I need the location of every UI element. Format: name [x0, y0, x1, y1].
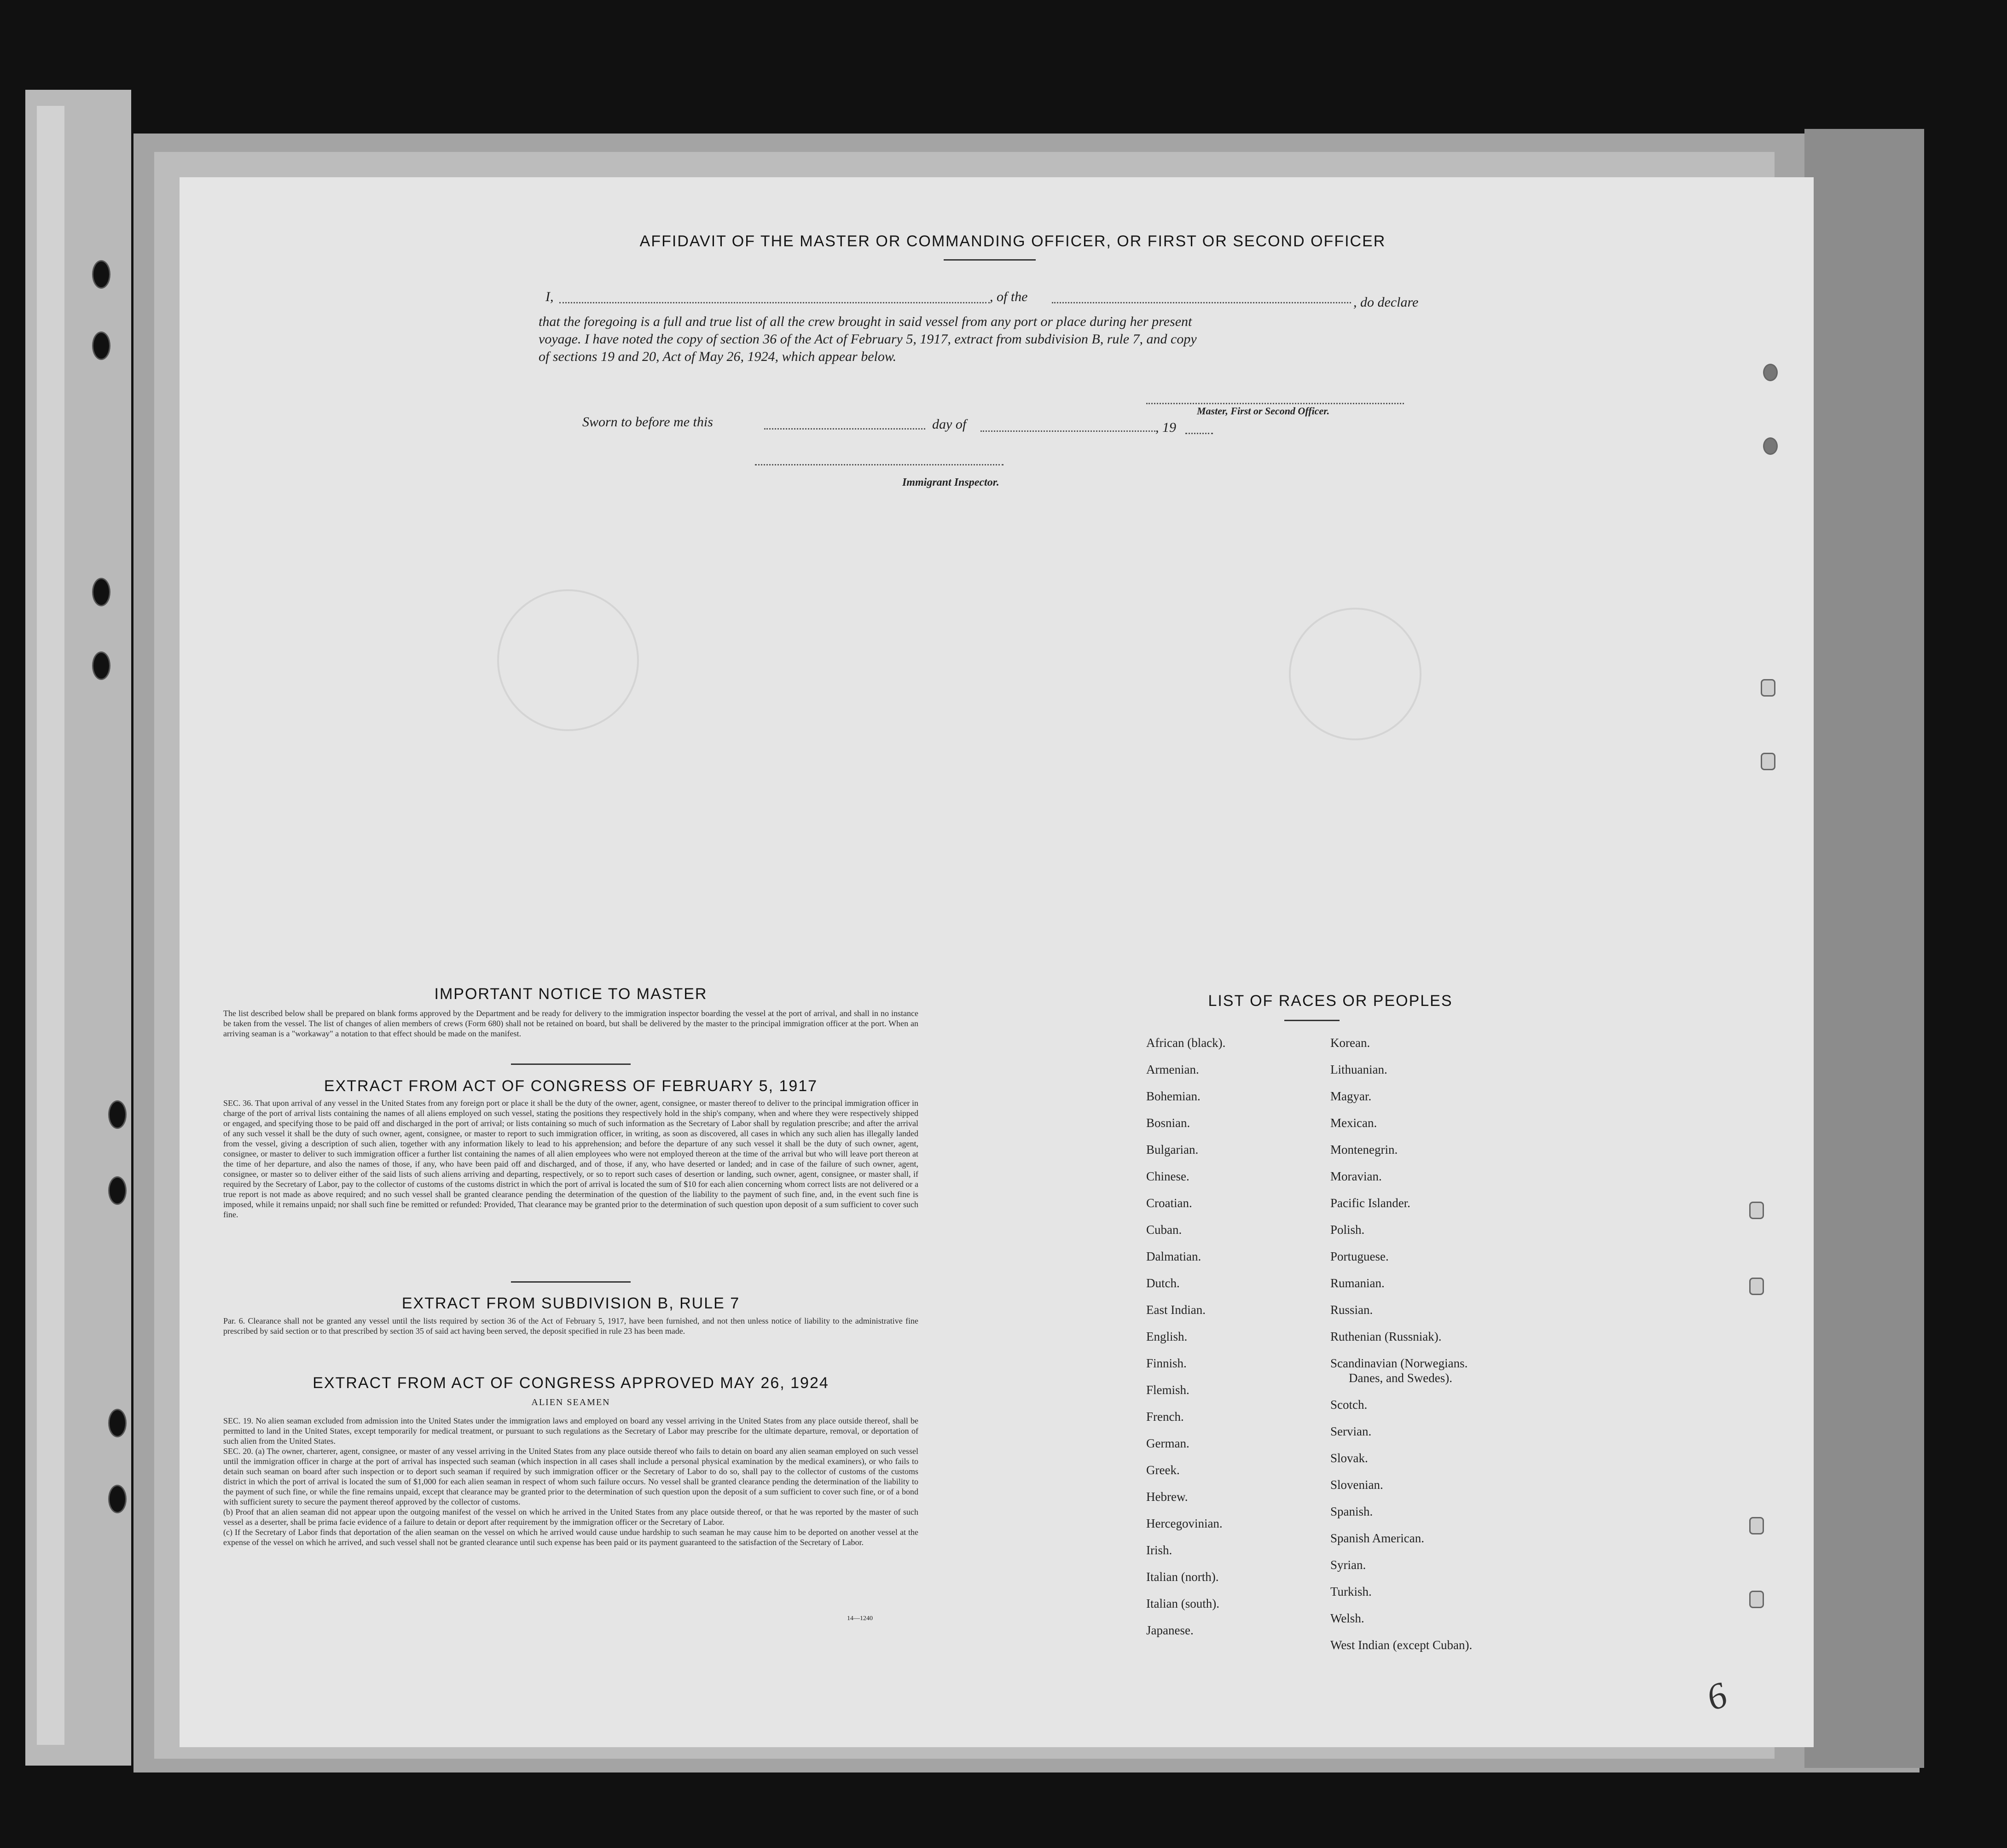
year-text: , 19 — [1155, 420, 1176, 435]
race-item: Japanese. — [1146, 1623, 1194, 1637]
race-item: Italian (south). — [1146, 1597, 1219, 1610]
year-line — [1185, 433, 1213, 434]
page-tab — [1749, 1591, 1764, 1608]
race-item: Greek. — [1146, 1463, 1180, 1477]
race-item: Irish. — [1146, 1543, 1172, 1557]
race-item: West Indian (except Cuban). — [1330, 1638, 1473, 1652]
affidavit-do-declare: , do declare — [1353, 295, 1419, 310]
race-item: Portuguese. — [1330, 1249, 1389, 1263]
section-20c: (c) If the Secretary of Labor finds that deportation of the alien seaman on the vessel on which he arrived would cause undue hardship to such seaman he may cause him to be deported on another vessel at the expense of the vessel on which he arrived, and such vessel shall not be granted clearance until such expense has been paid or its payment guaranteed to the satisfaction of the Secretary of Labor. — [223, 1528, 918, 1547]
binder-hole — [92, 331, 110, 360]
race-item: Danes, and Swedes). — [1349, 1371, 1452, 1385]
section-20a: SEC. 20. (a) The owner, charterer, agent, consignee, or master of any vessel arriving in the United States from any place outside thereof who fails to detain on board any alien seaman employed on such vessel until the immigration officer in charge at the port of arrival has inspected such seaman (which inspection in all cases shall include a personal physical examination by the medical examiners), or who fails to detain such seaman on board after such inspection or to deport such seaman if required by such immigration officer or the Secretary of Labor to do so, shall pay to the collector of customs of the customs district in which the port of arrival is located the sum of $1,000 for each alien seaman in respect of whom such failure occurs. No vessel shall be granted clearance pending the determination of the liability to the payment of such fine, or while the fine remains unpaid, except that clearance may be granted prior to the determination of such question upon the deposit of a sum sufficient to cover such fine, or of a bond with sufficient surety to secure the payment thereof approved by the collector of customs. — [223, 1447, 918, 1506]
page-tab — [1761, 753, 1775, 770]
subdivision-b-title: EXTRACT FROM SUBDIVISION B, RULE 7 — [401, 1295, 740, 1312]
race-item: Korean. — [1330, 1036, 1370, 1050]
race-item: Mexican. — [1330, 1116, 1377, 1130]
race-item: East Indian. — [1146, 1303, 1206, 1317]
race-item: Pacific Islander. — [1330, 1196, 1410, 1210]
race-item: Lithuanian. — [1330, 1063, 1387, 1076]
race-item: Rumanian. — [1330, 1276, 1385, 1290]
section-rule — [511, 1063, 631, 1065]
race-item: German. — [1146, 1436, 1189, 1450]
sworn-text: Sworn to before me this — [582, 414, 713, 430]
race-item: Bosnian. — [1146, 1116, 1190, 1130]
race-item: Scotch. — [1330, 1398, 1368, 1412]
race-item: Dalmatian. — [1146, 1249, 1201, 1263]
race-item: Italian (north). — [1146, 1570, 1219, 1584]
affidavit-i: I, — [545, 289, 554, 304]
race-item: Bulgarian. — [1146, 1143, 1199, 1156]
extract-1924-subtitle: ALIEN SEAMEN — [531, 1397, 610, 1407]
master-signature-label: Master, First or Second Officer. — [1197, 405, 1330, 417]
race-item: Spanish American. — [1330, 1531, 1424, 1545]
race-item: Slovak. — [1330, 1451, 1368, 1465]
races-right-column — [1330, 1036, 1472, 1665]
race-item: Syrian. — [1330, 1558, 1366, 1572]
extract-1917-body: SEC. 36. That upon arrival of any vessel in the United States from any foreign port or place it shall be the duty of the owner, agent, consignee, or master thereof to deliver to the principal immigration officer in charge of the port of arrival lists containing the names of all aliens employed on such vessel, stating the positions they respectively hold in the ship's company, when and where they were respectively shipped or engaged, and specifying those to be paid off and discharged in the port of arrival; or lists containing so much of such information as the Secretary of Labor shall by regulation prescribe; and after the arrival of any such vessel it shall be the duty of such owner, agent, consignee, or master to report to such immigration officer, in writing, as soon as discovered, all cases in which any such alien has illegally landed from the vessel, giving a description of such alien, together with any information likely to lead to his apprehension; and before the departure of any such vessel it shall be the duty of such owner, agent, consignee, or master to deliver to such immigration officer a further list containing the names of all alien employees who were not employed thereon at the time of the arrival but who will leave port thereon at the time of her departure, and also the names of those, if any, who have been paid off and discharged, and of those, if any, who have deserted or landed; and in case of the failure of such owner, agent, consignee, or master so to deliver either of the said lists of such aliens arriving and departing, respectively, or so to report such cases of desertion or landing, such owner, agent, consignee, or master shall, if required by the Secretary of Labor, pay to the collector of customs of the customs district in which the port of arrival is located the sum of $10 for each alien concerning whom correct lists are not delivered or a true report is not made as above required; and no such vessel shall be granted clearance pending the determination of the question of the liability to the payment of such fine, and, in the event such fine is imposed, while it remains unpaid; nor shall such fine be remitted or refunded: Provided, That clearance may be granted prior to the determination of such question upon deposit of a sum sufficient to cover such fine. — [223, 1098, 918, 1219]
left-binding-inner — [37, 106, 64, 1745]
race-item: Hercegovinian. — [1146, 1517, 1223, 1530]
race-item: Servian. — [1330, 1424, 1372, 1438]
notice-title: IMPORTANT NOTICE TO MASTER — [434, 985, 708, 1003]
race-item: Cuban. — [1146, 1223, 1182, 1237]
affidavit-line-1: that the foregoing is a full and true list of all the crew brought in said vessel from any port or place during her present — [539, 314, 1192, 329]
page-tab — [1749, 1202, 1764, 1219]
right-page-edges — [1804, 129, 1924, 1768]
race-item: Montenegrin. — [1330, 1143, 1398, 1156]
race-item: Bohemian. — [1146, 1089, 1201, 1103]
binder-hole — [92, 651, 110, 680]
affidavit-line-3: of sections 19 and 20, Act of May 26, 1924, which appear below. — [539, 349, 897, 364]
page-tab — [1763, 364, 1778, 381]
name-line — [559, 302, 990, 303]
binder-hole — [92, 578, 110, 606]
race-item: French. — [1146, 1410, 1184, 1424]
race-item: Moravian. — [1330, 1169, 1382, 1183]
master-signature-line — [1146, 403, 1404, 404]
extract-1924-title: EXTRACT FROM ACT OF CONGRESS APPROVED MAY 26, 1924 — [313, 1374, 829, 1392]
binder-hole — [108, 1100, 127, 1129]
affidavit-line-2: voyage. I have noted the copy of section 36 of the Act of February 5, 1917, extract from subdivision B, rule 7, and copy — [539, 331, 1197, 347]
race-item: Croatian. — [1146, 1196, 1192, 1210]
race-item: Polish. — [1330, 1223, 1365, 1237]
binder-hole — [92, 260, 110, 289]
race-item: Welsh. — [1330, 1611, 1364, 1625]
affidavit-title: AFFIDAVIT OF THE MASTER OR COMMANDING OFFICER, OR FIRST OR SECOND OFFICER — [639, 232, 1386, 250]
title-rule — [944, 259, 1036, 261]
faint-stamp — [497, 589, 639, 731]
notice-body: The list described below shall be prepared on blank forms approved by the Department and be ready for delivery to the immigration inspector boarding the vessel at the port of arrival, and shall in no instance be taken from the vessel. The list of changes of alien members of crews (Form 680) shall not be retained on board, but shall be delivered by the master to the principal immigration officer at the port. When an arriving seaman is a "workaway" a notation to that effect should be made on the manifest. — [223, 1009, 918, 1038]
race-item: Russian. — [1330, 1303, 1373, 1317]
page-tab — [1761, 679, 1775, 697]
race-item: Flemish. — [1146, 1383, 1189, 1397]
page-number: 6 — [1701, 1674, 1733, 1719]
section-20b: (b) Proof that an alien seaman did not appear upon the outgoing manifest of the vessel on which he arrived in the United States from any place outside thereof, or that he was reported by the master of such vessel as a deserter, shall be prima facie evidence of a failure to detain or deport after requirement by the immigration officer or the Secretary of Labor. — [223, 1507, 918, 1527]
race-item: Ruthenian (Russniak). — [1330, 1330, 1442, 1343]
inspector-label: Immigrant Inspector. — [902, 477, 999, 488]
race-item: Slovenian. — [1330, 1478, 1383, 1492]
section-rule — [511, 1281, 631, 1283]
binder-hole — [108, 1176, 127, 1205]
affidavit-text — [539, 313, 1441, 366]
month-line — [980, 430, 1155, 432]
faint-stamp — [1289, 608, 1421, 740]
races-title: LIST OF RACES OR PEOPLES — [1208, 992, 1453, 1010]
extract-1924-body — [223, 1416, 918, 1547]
race-item: Turkish. — [1330, 1585, 1372, 1598]
races-left-column — [1146, 1036, 1225, 1650]
affidavit-of-the: , of the — [990, 289, 1028, 304]
extract-1917-title: EXTRACT FROM ACT OF CONGRESS OF FEBRUARY 5, 1917 — [324, 1077, 818, 1095]
race-item: Chinese. — [1146, 1169, 1189, 1183]
form-number: 14—1240 — [847, 1615, 873, 1622]
race-item: Hebrew. — [1146, 1490, 1188, 1504]
section-19: SEC. 19. No alien seaman excluded from admission into the United States under the immigration laws and employed on board any vessel arriving in the United States from any place outside thereof, shall be permitted to land in the United States, except temporarily for medical treatment, or pursuant to such regulations as the Secretary of Labor may prescribe for the ultimate departure, removal, or deportation of such alien from the United States. — [223, 1416, 918, 1446]
race-item: Magyar. — [1330, 1089, 1372, 1103]
race-item: Armenian. — [1146, 1063, 1199, 1076]
day-of-text: day of — [932, 417, 967, 432]
binder-hole — [108, 1485, 127, 1513]
page-tab — [1749, 1517, 1764, 1534]
vessel-line — [1052, 302, 1351, 303]
race-item: English. — [1146, 1330, 1188, 1343]
race-item: African (black). — [1146, 1036, 1226, 1050]
page-tab — [1763, 437, 1778, 455]
sworn-day-line — [764, 428, 925, 430]
races-rule — [1284, 1020, 1340, 1021]
binder-hole — [108, 1409, 127, 1437]
inspector-signature-line — [755, 464, 1004, 465]
page-tab — [1749, 1278, 1764, 1295]
race-item: Spanish. — [1330, 1505, 1373, 1518]
subdivision-b-body: Par. 6. Clearance shall not be granted any vessel until the lists required by section 36 of the Act of February 5, 1917, have been furnished, and not then unless notice of liability to the administrative fine prescribed by said section or to that prescribed by section 35 of said act having been served, the deposit specified in rule 23 has been made. — [223, 1316, 918, 1336]
race-item: Scandinavian (Norwegians. — [1330, 1356, 1468, 1370]
race-item: Finnish. — [1146, 1356, 1187, 1370]
race-item: Dutch. — [1146, 1276, 1180, 1290]
